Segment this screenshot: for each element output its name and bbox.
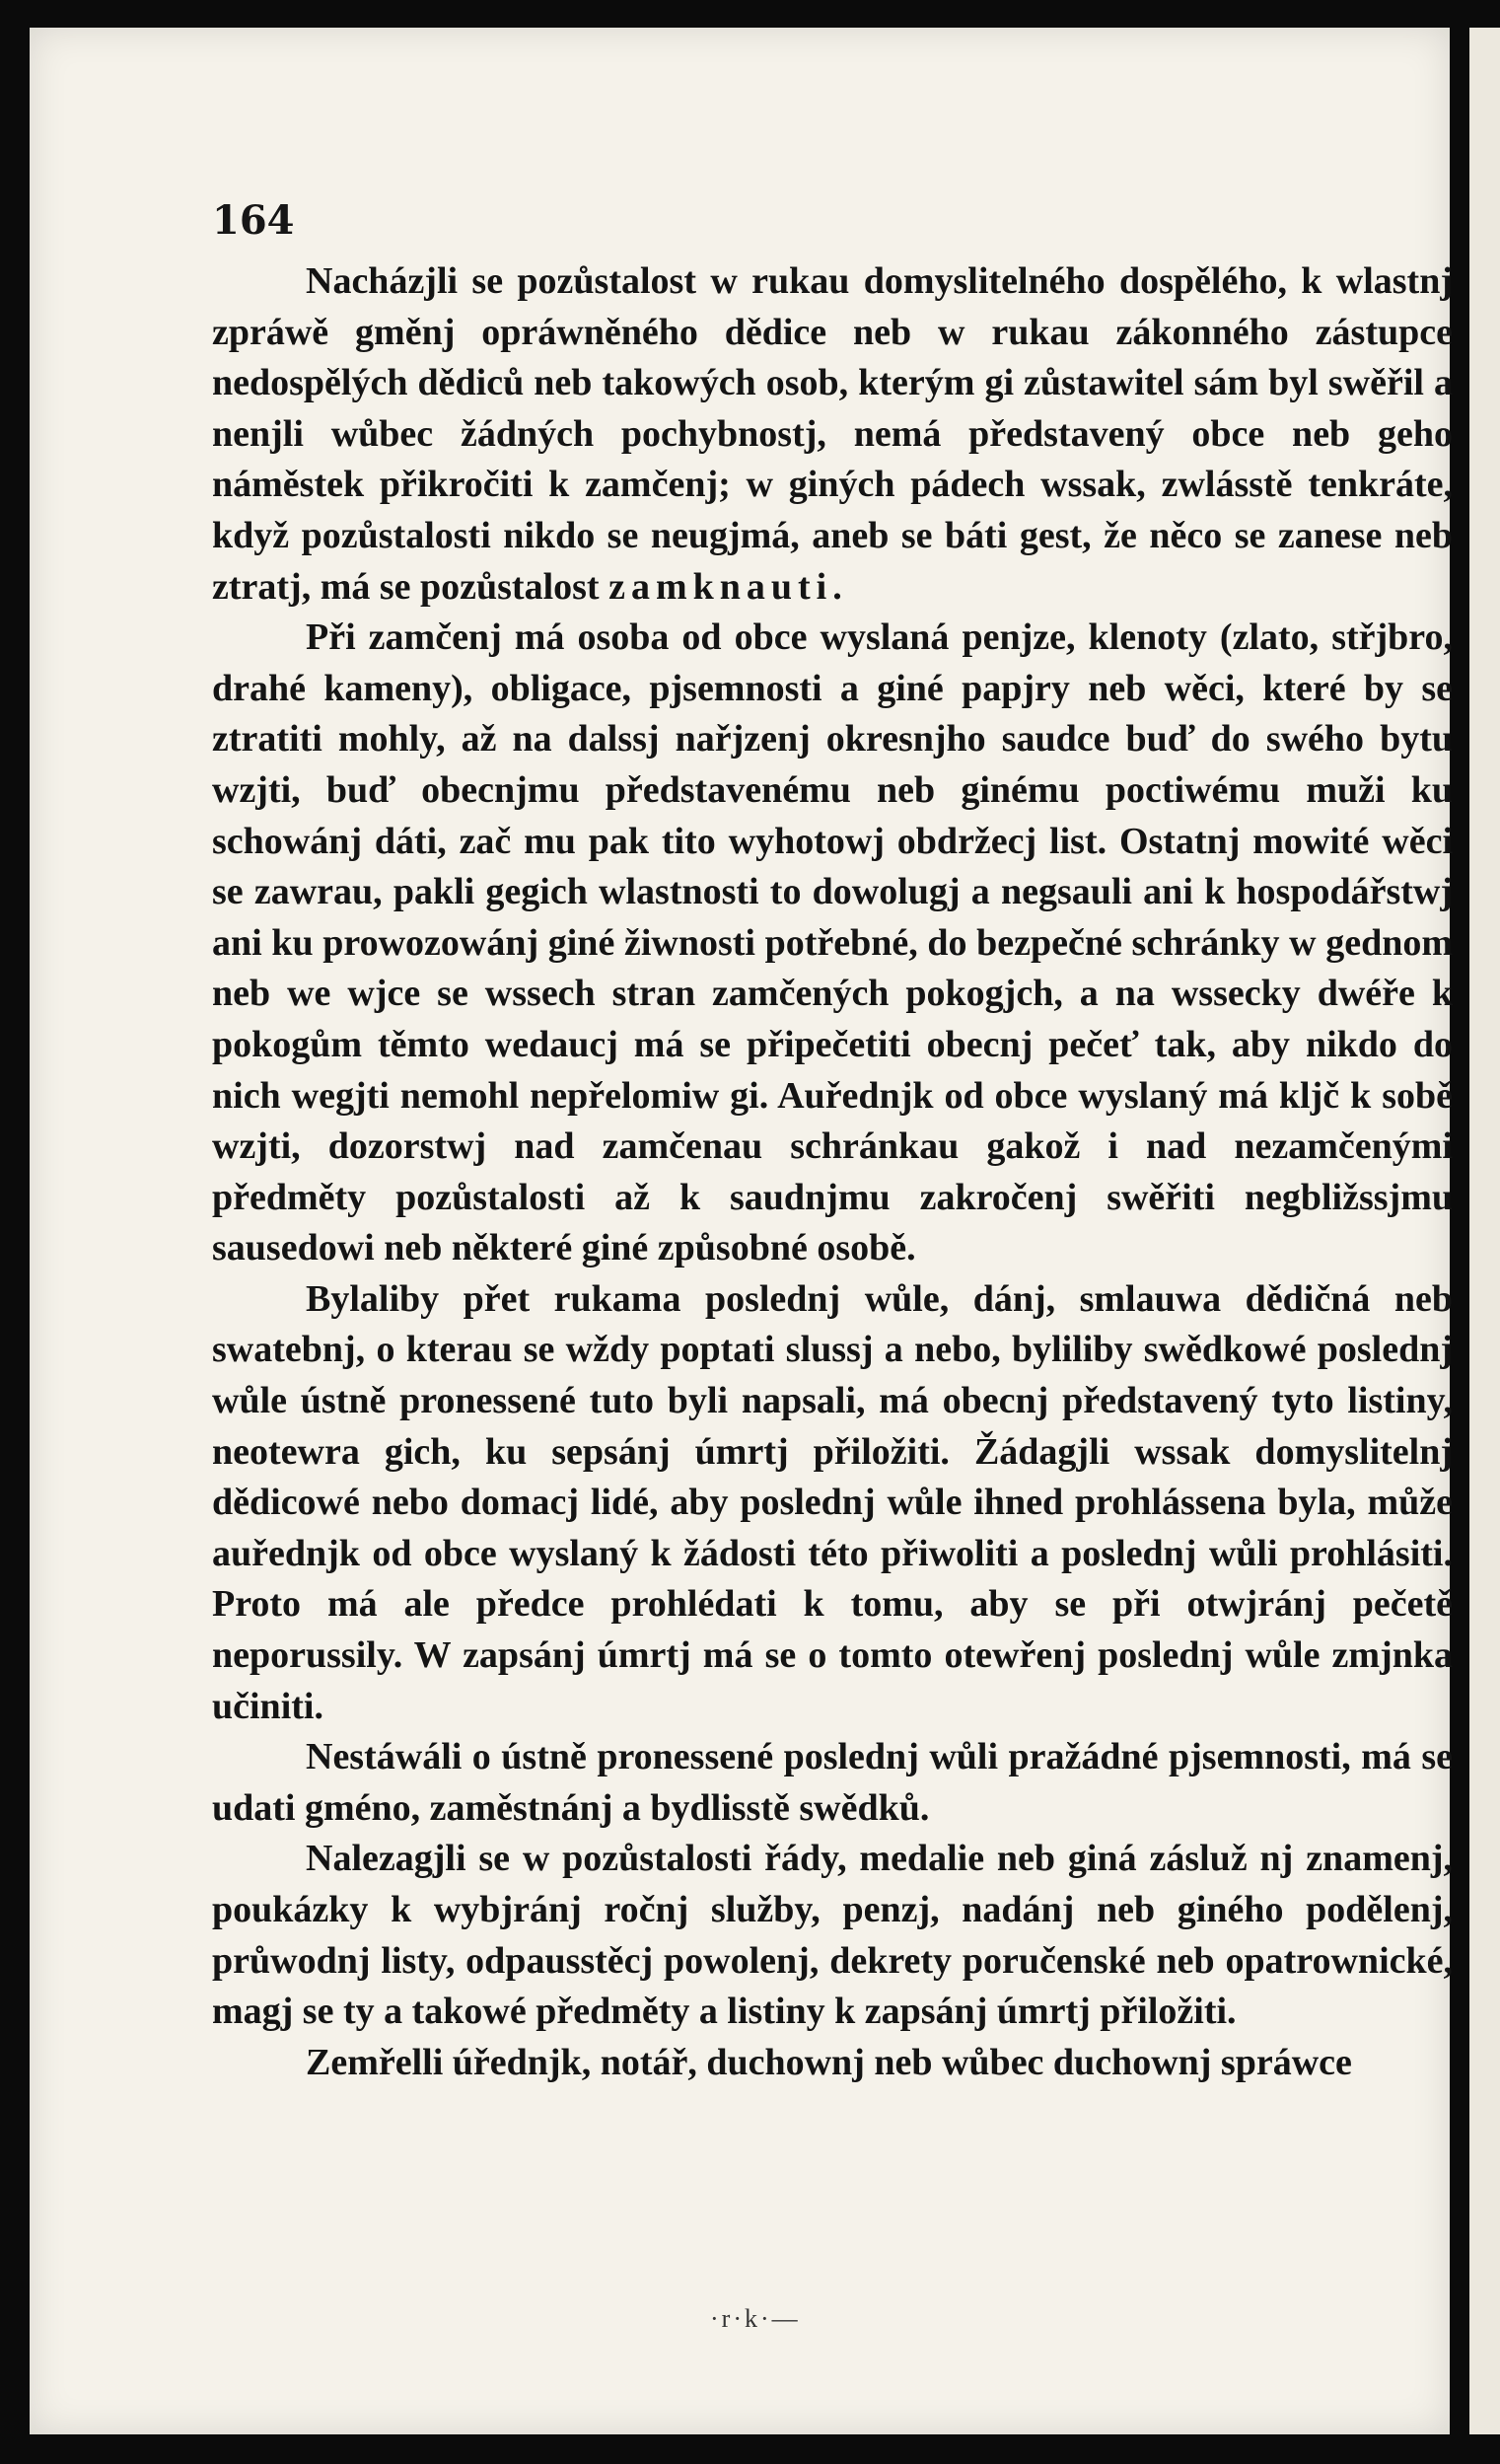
footer-mark: ·r·k·— <box>710 2304 801 2333</box>
paragraph: Bylaliby přet rukama poslednj wůle, dánj, smlauwa dědičná neb swatebnj, o kterau se wždy poptati slussj a nebo, byliliby swědkowé poslednj wůle ústně pronessené tuto byli napsali, má obecnj představený tyto listiny, neotewra gich, ku sepsánj úmrtj přiložiti. Žádagjli wssak domyslitelnj dědicowé nebo domacj lidé, aby poslednj wůle ihned prohlássena byla, může auřednjk od obce wyslaný k žádosti této přiwoliti a poslednj wůli prohlásiti. Proto má ale předce prohlédati k tomu, aby se při otwjránj pečetě neporussily. W zapsánj úmrtj má se o tomto otewřenj poslednj wůle zmjnka učiniti. <box>212 1277 1453 1727</box>
paragraph-text: Nacházjli se pozůstalost w rukau domyslitelného dospělého, k wlastnj zpráwě gměnj opráwněného dědice neb w rukau zákonného zástupce nedospělých dědiců neb takowých osob, kterým gi zůstawitel sám byl swěřil a nenjli wůbec žádných pochybnostj, nemá představený obce neb geho náměstek přikročiti k zamčenj; w giných pádech wssak, zwlásstě tenkráte, když pozůstalosti nikdo se neugjmá, aneb se báti gest, že něco se zanese neb ztratj, má se pozůstalost <box>212 260 1453 608</box>
paragraph <box>212 256 1453 613</box>
page-number: 164 <box>212 197 295 244</box>
book-page <box>30 28 1453 2434</box>
adjacent-page-edge <box>1469 28 1500 2434</box>
paragraph: Nestáwáli o ústně pronessené poslednj wůli pražádné pjsemnosti, má se udati gméno, zaměstnánj a bydlisstě swědků. <box>212 1736 1453 1829</box>
paragraph: Nalezagjli se w pozůstalosti řády, medalie neb giná zásluž nj znamenj, poukázky k wybjránj ročnj služby, penzj, nadánj neb giného podělenj, průwodnj listy, odpausstěcj powolenj, dekrety poručenské neb opatrownické, magj se ty a takowé předměty a listiny k zapsánj úmrtj přiložiti. <box>212 1838 1453 2033</box>
emphasized-word: zamknauti. <box>608 565 848 608</box>
paragraph: Zemřelli úřednjk, notář, duchownj neb wůbec duchownj spráwce <box>306 2041 1352 2083</box>
body-text <box>212 256 1453 2088</box>
paragraph: Při zamčenj má osoba od obce wyslaná penjze, klenoty (zlato, střjbro, drahé kameny), obligace, pjsemnosti a giné papjry neb wěci, které by se ztratiti mohly, až na dalssj nařjzenj okresnjho saudce buď do swého bytu wzjti, buď obecnjmu představenému neb ginému poctiwému muži ku schowánj dáti, zač mu pak tito wyhotowj obdržecj list. Ostatnj mowité wěci se zawrau, pakli gegich wlastnosti to dowolugj a negsauli ani k hospodářstwj ani ku prowozowánj giné žiwnosti potřebné, do bezpečné schránky w gednom neb we wjce se wssech stran zamčených pokogjch, a na wssecky dwéře k pokogům těmto wedaucj má se připečetiti obecnj pečeť tak, aby nikdo do nich wegjti nemohl nepřelomiw gi. Auřednjk od obce wyslaný má kljč k sobě wzjti, dozorstwj nad zamčenau schránkau gakož i nad nezamčenými předměty pozůstalosti až k saudnjmu zakročenj swěřiti negbližssjmu sausedowi neb některé giné způsobné osobě. <box>212 616 1453 1269</box>
